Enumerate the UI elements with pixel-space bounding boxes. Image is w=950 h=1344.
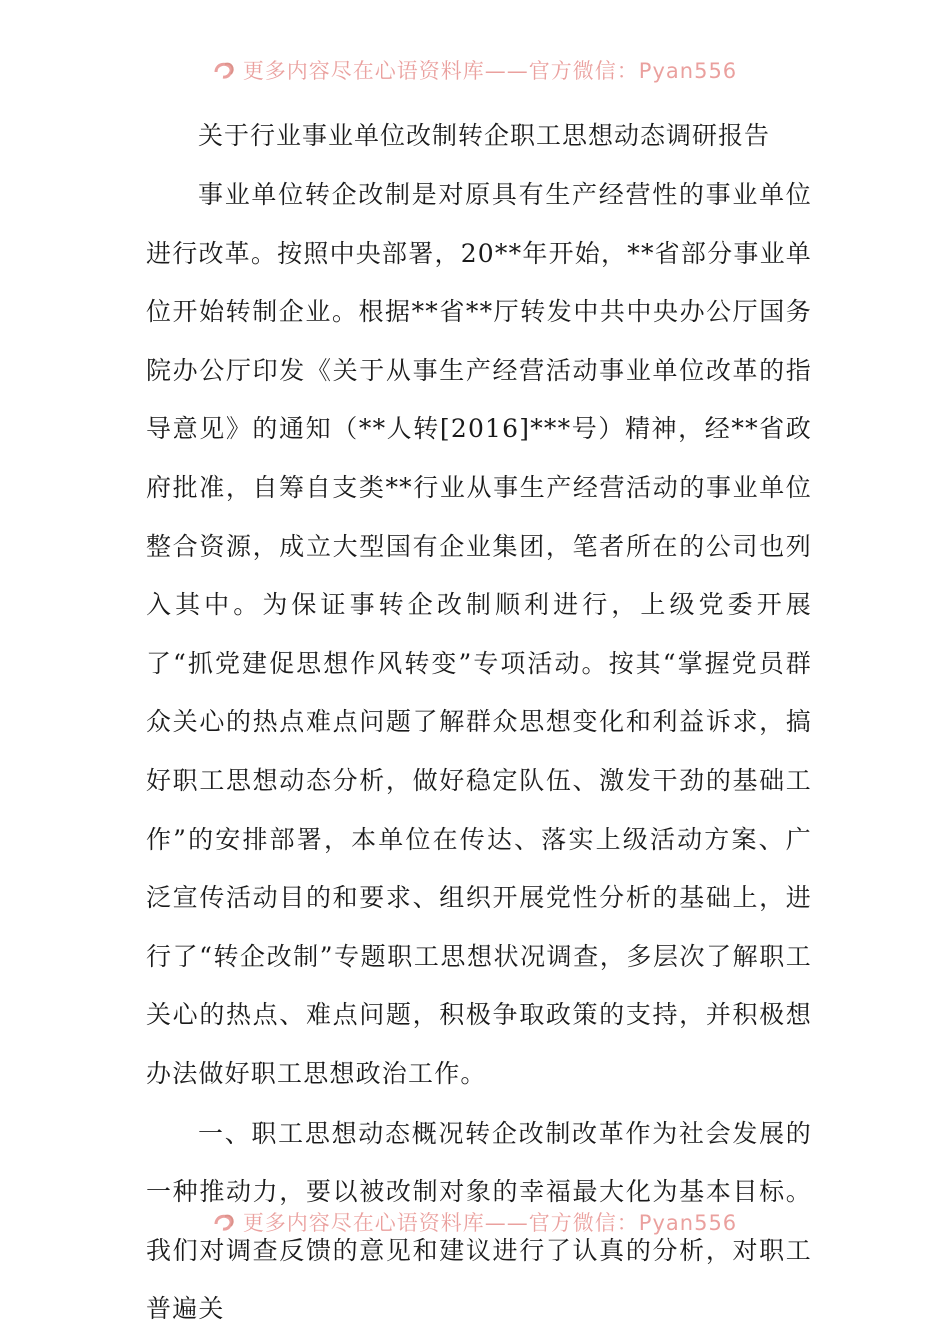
brand-logo-icon	[213, 1210, 237, 1234]
paragraph-section-1: 一、职工思想动态概况转企改制改革作为社会发展的一种推动力，要以被改制对象的幸福最大化为基本目标。我们对调查反馈的意见和建议进行了认真的分析，对职工普遍关	[146, 1118, 812, 1324]
footer-watermark	[0, 1204, 950, 1240]
watermark-text: 更多内容尽在心语资料库——官方微信：Pyan556	[242, 59, 738, 83]
document-body	[146, 118, 812, 1339]
header-watermark	[0, 52, 950, 88]
watermark-text: 更多内容尽在心语资料库——官方微信：Pyan556	[242, 1211, 738, 1235]
brand-logo-icon	[213, 58, 237, 82]
document-title: 关于行业事业单位改制转企职工思想动态调研报告	[198, 121, 771, 150]
paragraph-intro: 事业单位转企改制是对原具有生产经营性的事业单位进行改革。按照中央部署，20**年开始，**省部分事业单位开始转制企业。根据**省**厅转发中共中央办公厅国务院办公厅印发《关于从事生产经营活动事业单位改革的指导意见》的通知（**人转[2016]***号）精神，经**省政府批准，自筹自支类**行业从事生产经营活动的事业单位整合资源，成立大型国有企业集团，笔者所在的公司也列入其中。为保证事转企改制顺利进行，上级党委开展了“抓党建促思想作风转变”专项活动。按其“掌握党员群众关心的热点难点问题了解群众思想变化和利益诉求，搞好职工思想动态分析，做好稳定队伍、激发干劲的基础工作”的安排部署，本单位在传达、落实上级活动方案、广泛宣传活动目的和要求、组织开展党性分析的基础上，进行了“转企改制”专题职工思想状况调查，多层次了解职工关心的热点、难点问题，积极争取政策的支持，并积极想办法做好职工思想政治工作。	[146, 180, 812, 1088]
